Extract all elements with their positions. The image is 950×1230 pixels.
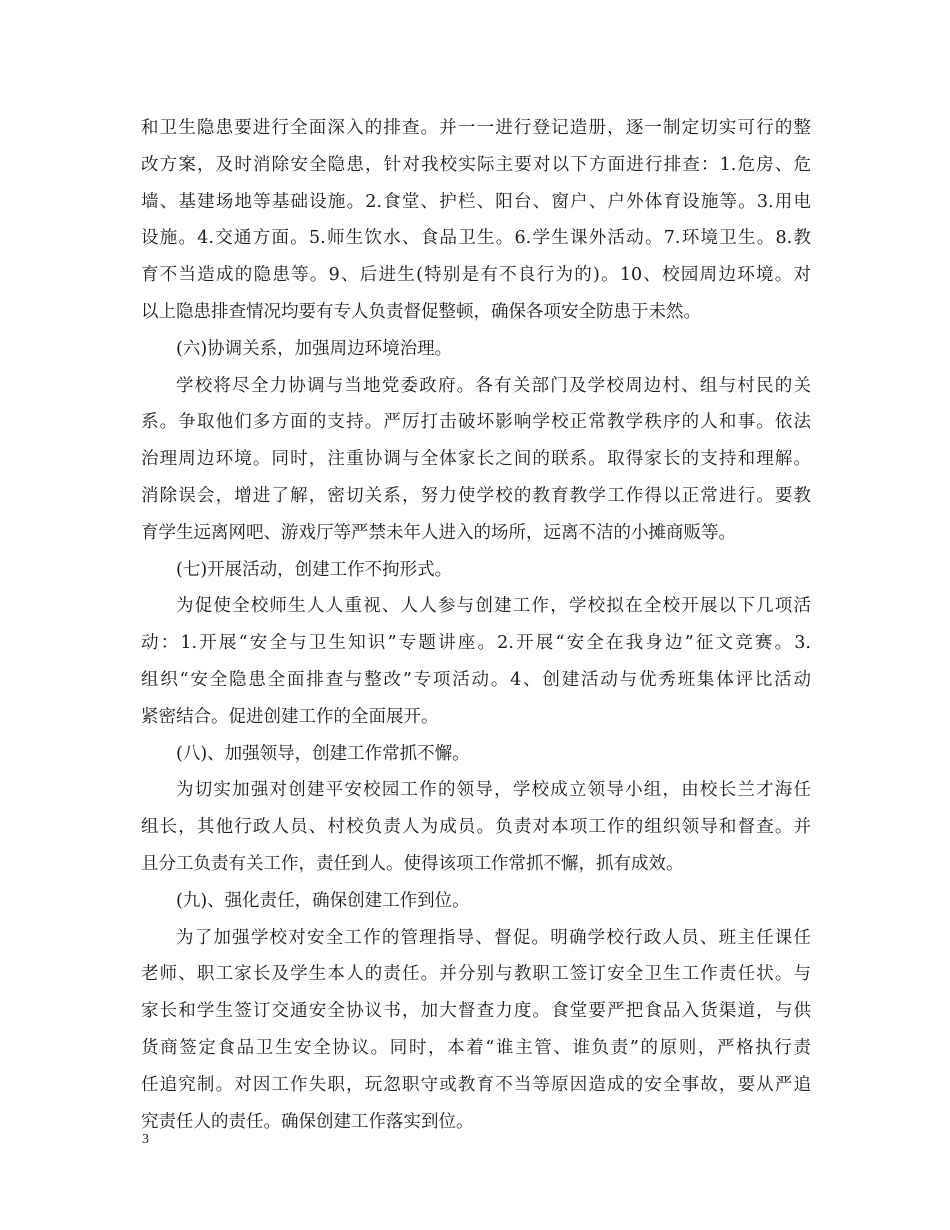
text-line: 为促使全校师生人人重视、人人参与创建工作，学校拟在全校开展以下几项活 bbox=[176, 596, 811, 617]
text-line: 老师、职工家长及学生本人的责任。并分别与教职工签订安全卫生工作责任状。与 bbox=[141, 964, 811, 985]
text-line: 动：1.开展“安全与卫生知识”专题讲座。2.开展“安全在我身边”征文竞赛。3. bbox=[141, 633, 811, 654]
text-line: 系。争取他们多方面的支持。严厉打击破坏影响学校正常教学秩序的人和事。依法 bbox=[141, 412, 811, 433]
text-line: 为了加强学校对安全工作的管理指导、督促。明确学校行政人员、班主任课任 bbox=[176, 927, 811, 948]
text-line: 育学生远离网吧、游戏厅等严禁未年人进入的场所，远离不洁的小摊商贩等。 bbox=[141, 522, 736, 543]
text-line: 究责任人的责任。确保创建工作落实到位。 bbox=[141, 1111, 474, 1132]
body-text bbox=[141, 110, 811, 1140]
text-line: 组长，其他行政人员、村校负责人为成员。负责对本项工作的组织领导和督查。并 bbox=[141, 817, 811, 838]
page-number: 3 bbox=[142, 1132, 149, 1147]
text-line: 紧密结合。促进创建工作的全面展开。 bbox=[141, 706, 439, 727]
text-line: 家长和学生签订交通安全协议书，加大督查力度。食堂要严把食品入货渠道，与供 bbox=[141, 1001, 811, 1022]
text-line: 任追究制。对因工作失职，玩忽职守或教育不当等原因造成的安全事故，要从严追 bbox=[141, 1074, 811, 1095]
text-line: 为切实加强对创建平安校园工作的领导，学校成立领导小组，由校长兰才海任 bbox=[176, 780, 811, 801]
text-line: (六)协调关系，加强周边环境治理。 bbox=[176, 338, 453, 359]
text-line: 设施。4.交通方面。5.师生饮水、食品卫生。6.学生课外活动。7.环境卫生。8.教 bbox=[141, 228, 811, 249]
text-line: (七)开展活动，创建工作不拘形式。 bbox=[176, 559, 453, 580]
text-line: 货商签定食品卫生安全协议。同时，本着“谁主管、谁负责”的原则，严格执行责 bbox=[141, 1037, 811, 1058]
text-line: 消除误会，增进了解，密切关系，努力使学校的教育教学工作得以正常进行。要教 bbox=[141, 485, 811, 506]
text-line: 以上隐患排查情况均要有专人负责督促整顿，确保各项安全防患于未然。 bbox=[141, 301, 701, 322]
text-line: 组织“安全隐患全面排查与整改”专项活动。4、创建活动与优秀班集体评比活动 bbox=[141, 669, 811, 690]
text-line: 改方案，及时消除安全隐患，针对我校实际主要对以下方面进行排查：1.危房、危 bbox=[141, 154, 811, 175]
text-line: 治理周边环境。同时，注重协调与全体家长之间的联系。取得家长的支持和理解。 bbox=[141, 449, 811, 470]
text-line: (八)、加强领导，创建工作常抓不懈。 bbox=[176, 743, 470, 764]
text-line: 学校将尽全力协调与当地党委政府。各有关部门及学校周边村、组与村民的关 bbox=[176, 375, 811, 396]
text-line: 育不当造成的隐患等。9、后进生(特别是有不良行为的)。10、校园周边环境。对 bbox=[141, 265, 811, 286]
text-line: 且分工负责有关工作，责任到人。使得该项工作常抓不懈，抓有成效。 bbox=[141, 853, 684, 874]
text-line: 墙、基建场地等基础设施。2.食堂、护栏、阳台、窗户、户外体育设施等。3.用电 bbox=[141, 191, 811, 212]
text-line: (九)、强化责任，确保创建工作到位。 bbox=[176, 890, 470, 911]
text-line: 和卫生隐患要进行全面深入的排查。并一一进行登记造册，逐一制定切实可行的整 bbox=[141, 118, 811, 138]
